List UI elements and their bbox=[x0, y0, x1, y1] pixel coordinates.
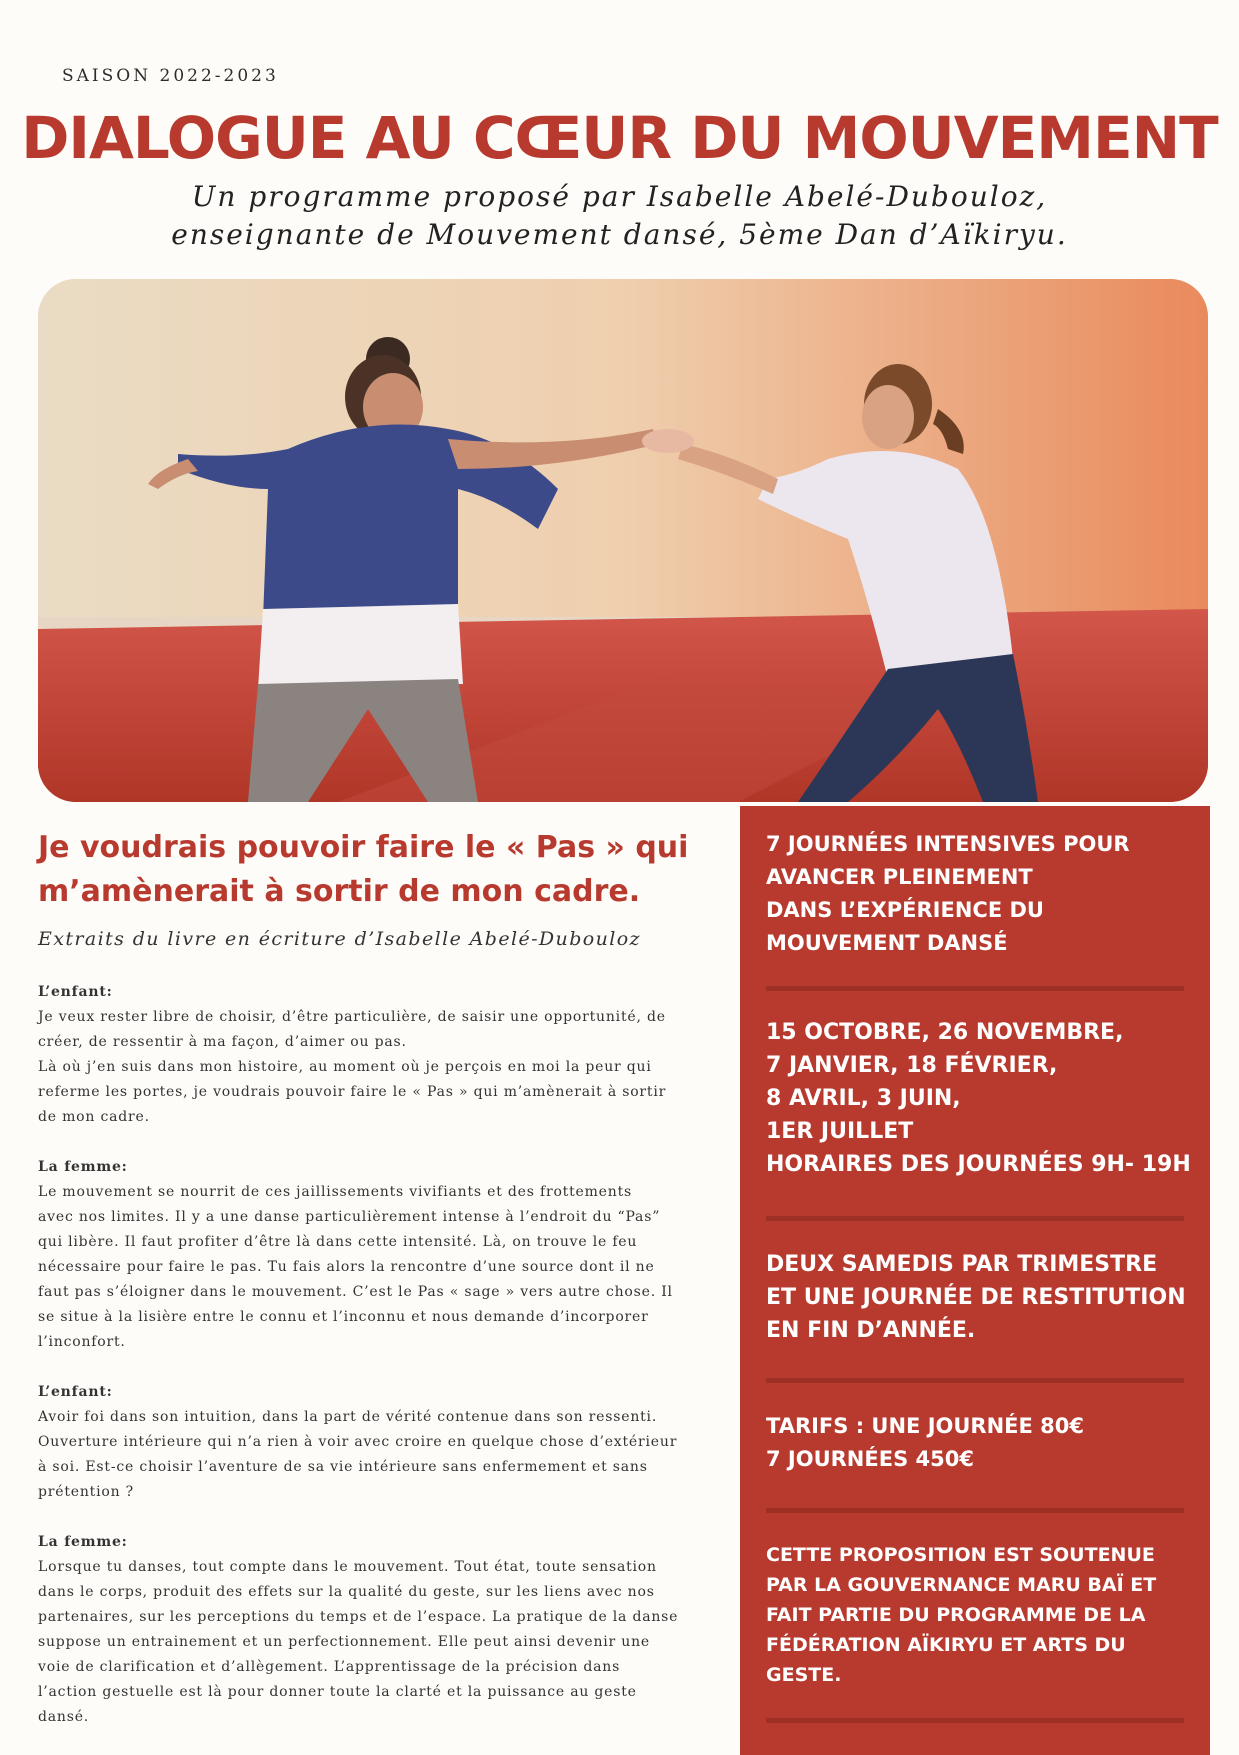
excerpt-line: qui libère. Il faut profiter d’être là dans cette intensité. Là, on trouve le feu bbox=[38, 1234, 638, 1250]
divider bbox=[766, 986, 1184, 991]
excerpt-line: dans le corps, produit des effets sur la qualité du geste, sur les liens avec nos bbox=[38, 1584, 655, 1600]
program-summary bbox=[766, 828, 1196, 960]
sidebar-line: DEUX SAMEDIS PAR TRIMESTRE bbox=[766, 1252, 1158, 1277]
sidebar-line: MOUVEMENT DANSÉ bbox=[766, 931, 1008, 955]
speaker-label: L’enfant: bbox=[38, 984, 113, 1000]
subtitle bbox=[0, 178, 1239, 254]
excerpt-line: Le mouvement se nourrit de ces jaillissements vivifiants et des frottements bbox=[38, 1184, 632, 1200]
support-statement bbox=[766, 1540, 1196, 1690]
excerpt-line: voie de clarification et d’allègement. L’apprentissage de la précision dans bbox=[38, 1659, 621, 1675]
excerpt-paragraph bbox=[38, 980, 718, 1130]
divider bbox=[766, 1718, 1184, 1723]
excerpt-line: Là où j’en suis dans mon histoire, au moment où je perçois en moi la peur qui bbox=[38, 1059, 652, 1075]
sidebar-line: EN FIN D’ANNÉE. bbox=[766, 1318, 976, 1343]
pricing bbox=[766, 1410, 1196, 1476]
dancers-illustration bbox=[38, 279, 1208, 802]
sidebar-line: FAIT PARTIE DU PROGRAMME DE LA bbox=[766, 1604, 1146, 1626]
subtitle-line: enseignante de Mouvement dansé, 5ème Dan d’Aïkiryu. bbox=[171, 218, 1068, 251]
excerpt-line: Lorsque tu danses, tout compte dans le mouvement. Tout état, toute sensation bbox=[38, 1559, 657, 1575]
sidebar-line: PAR LA GOUVERNANCE MARU BAÏ ET bbox=[766, 1574, 1157, 1596]
sidebar-line: 8 AVRIL, 3 JUIN, bbox=[766, 1086, 961, 1111]
speaker-label: L’enfant: bbox=[38, 1384, 113, 1400]
sidebar-line: 1ER JUILLET bbox=[766, 1119, 914, 1144]
excerpt-line: Je veux rester libre de choisir, d’être particulière, de saisir une opportunité, de bbox=[38, 1009, 666, 1025]
excerpt-line: avec nos limites. Il y a une danse particulièrement intense à l’endroit du “Pas” bbox=[38, 1209, 661, 1225]
divider bbox=[766, 1216, 1184, 1221]
excerpt-line: prétention ? bbox=[38, 1484, 134, 1500]
excerpt-line: créer, de ressentir à ma façon, d’aimer ou pas. bbox=[38, 1034, 407, 1050]
excerpt-line: partenaires, sur les perceptions du temps et de l’espace. La pratique de la danse bbox=[38, 1609, 679, 1625]
subtitle-line: Un programme proposé par Isabelle Abelé-Dubouloz, bbox=[191, 180, 1048, 213]
sidebar-line: DANS L’EXPÉRIENCE DU bbox=[766, 898, 1044, 922]
sidebar-line: 15 OCTOBRE, 26 NOVEMBRE, bbox=[766, 1020, 1124, 1045]
sidebar-line: 7 JANVIER, 18 FÉVRIER, bbox=[766, 1053, 1058, 1078]
excerpt-line: suppose un entrainement et un perfectionnement. Elle peut ainsi devenir une bbox=[38, 1634, 651, 1650]
dates-schedule bbox=[766, 1016, 1196, 1181]
excerpt-line: l’action gestuelle est là pour donner toute la clarté et la puissance au geste bbox=[38, 1684, 637, 1700]
excerpt-line: referme les portes, je voudrais pouvoir faire le « Pas » qui m’amènerait à sortir bbox=[38, 1084, 667, 1100]
sidebar-line: TARIFS : UNE JOURNÉE 80€ bbox=[766, 1414, 1085, 1438]
excerpt-paragraph bbox=[38, 1380, 718, 1505]
excerpt-paragraph bbox=[38, 1155, 718, 1355]
divider bbox=[766, 1508, 1184, 1513]
page-title: DIALOGUE AU CŒUR DU MOUVEMENT bbox=[21, 104, 1218, 172]
excerpt-line: l’inconfort. bbox=[38, 1334, 126, 1350]
excerpt-line: se situe à la lisière entre le connu et l’inconnu et nous demande d’incorporer bbox=[38, 1309, 649, 1325]
season-label: SAISON 2022-2023 bbox=[62, 66, 279, 86]
excerpt-line: à soi. Est-ce choisir l’aventure de sa vie intérieure sans enfermement et sans bbox=[38, 1459, 648, 1475]
sidebar-line: CETTE PROPOSITION EST SOUTENUE bbox=[766, 1544, 1155, 1566]
excerpt-line: faut pas s’éloigner dans le mouvement. C’est le Pas « sage » vers autre chose. Il bbox=[38, 1284, 673, 1300]
excerpt-paragraph bbox=[38, 1530, 718, 1730]
speaker-label: La femme: bbox=[38, 1159, 128, 1175]
divider bbox=[766, 1378, 1184, 1383]
headline-line: Je voudrais pouvoir faire le « Pas » qui bbox=[38, 830, 689, 865]
sidebar-line: 7 JOURNÉES INTENSIVES POUR bbox=[766, 832, 1130, 856]
excerpt-line: nécessaire pour faire le pas. Tu fais alors la rencontre d’une source dont il ne bbox=[38, 1259, 655, 1275]
extract-note: Extraits du livre en écriture d’Isabelle Abelé-Dubouloz bbox=[38, 928, 641, 950]
sidebar-line: HORAIRES DES JOURNÉES 9H- 19H bbox=[766, 1152, 1191, 1177]
info-sidebar bbox=[740, 806, 1210, 1755]
dance-photo bbox=[38, 279, 1208, 802]
quote-headline bbox=[38, 826, 718, 914]
headline-line: m’amènerait à sortir de mon cadre. bbox=[38, 874, 641, 909]
sidebar-line: GESTE. bbox=[766, 1664, 842, 1686]
speaker-label: La femme: bbox=[38, 1534, 128, 1550]
sidebar-line: ET UNE JOURNÉE DE RESTITUTION bbox=[766, 1285, 1186, 1310]
sidebar-line: AVANCER PLEINEMENT bbox=[766, 865, 1033, 889]
excerpt-line: de mon cadre. bbox=[38, 1109, 150, 1125]
frequency-info bbox=[766, 1248, 1196, 1347]
excerpt-line: Ouverture intérieure qui n’a rien à voir avec croire en quelque chose d’extérieur bbox=[38, 1434, 678, 1450]
excerpt-line: dansé. bbox=[38, 1709, 90, 1725]
excerpt-line: Avoir foi dans son intuition, dans la part de vérité contenue dans son ressenti. bbox=[38, 1409, 658, 1425]
sidebar-line: FÉDÉRATION AÏKIRYU ET ARTS DU bbox=[766, 1634, 1126, 1656]
sidebar-line: 7 JOURNÉES 450€ bbox=[766, 1447, 974, 1471]
book-excerpt bbox=[38, 980, 718, 1755]
